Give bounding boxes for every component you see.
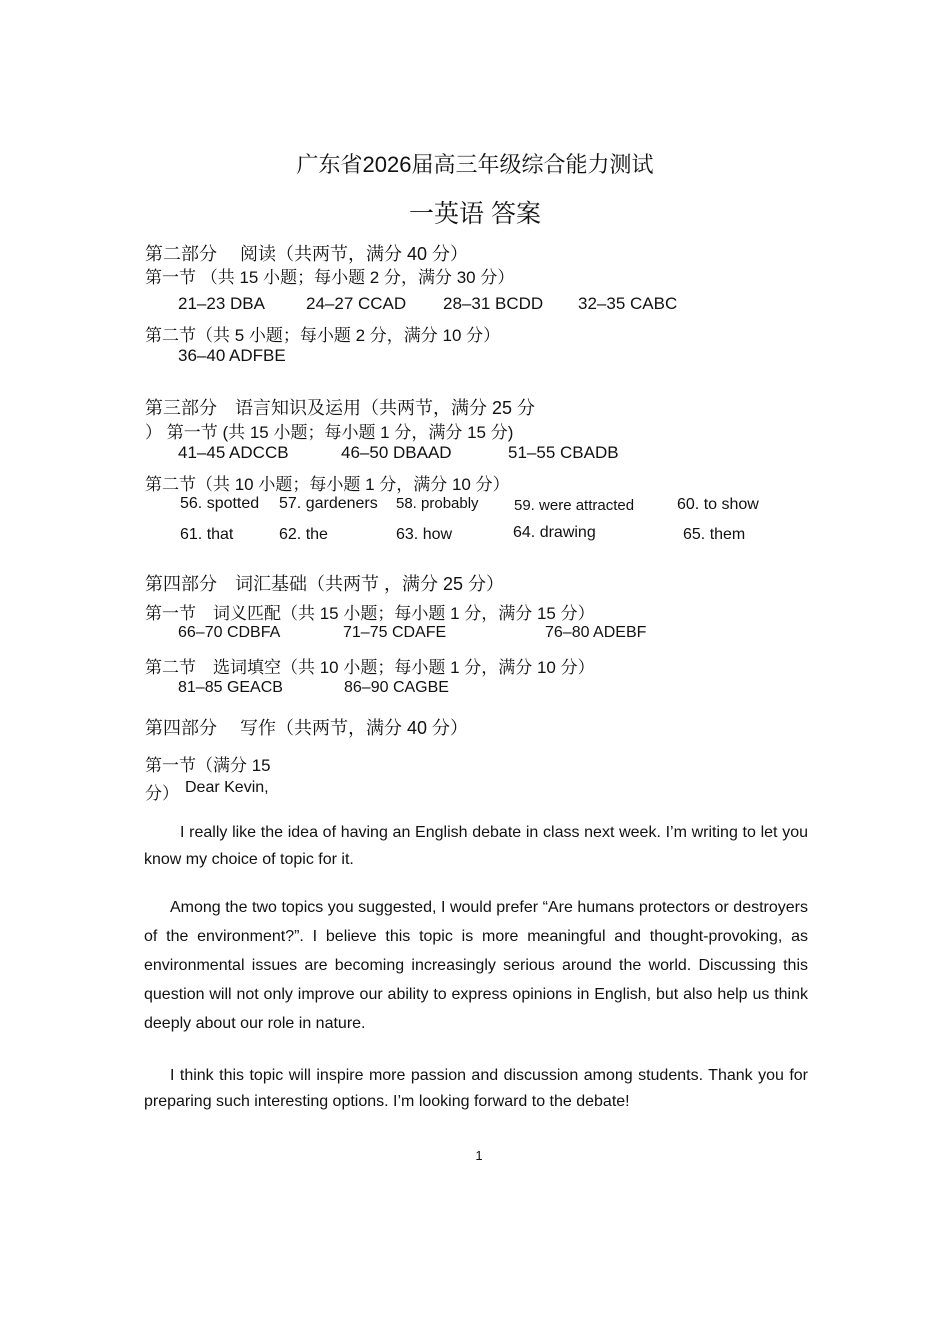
fill-answer: 63. how — [396, 526, 453, 543]
answer-group: 66–70 CDBFA — [178, 624, 281, 641]
answer-group: 71–75 CDAFE — [343, 624, 447, 641]
part5-section1-heading-cont: 分） — [145, 784, 179, 803]
part3-section2-heading: 第二节（共 10 小题；每小题 1 分，满分 10 分） — [145, 475, 510, 494]
letter-paragraph — [144, 893, 808, 1038]
part5-heading: 第四部分 写作（共两节，满分 40 分） — [145, 718, 469, 738]
paragraph-text: Among the two topics you suggested, I would prefer “Are humans protectors or destroyers of the environment?”. I believe this topic is more meaningful and thought-provoking, as environmental issues are becoming increasingly serious around the world. Discussing this question will not only improve our ability to express opinions in English, but also help us think deeply about our role in nature. — [144, 899, 808, 1032]
page-number: 1 — [475, 1148, 483, 1163]
fill-answer: 61. that — [180, 526, 234, 543]
part5-section1-heading: 第一节（满分 15 — [145, 756, 271, 775]
part3-heading: 第三部分 语言知识及运用（共两节，满分 25 分 — [145, 398, 536, 418]
fill-answer: 60. to show — [677, 496, 759, 513]
part4-heading: 第四部分 词汇基础（共两节 ，满分 25 分） — [145, 574, 505, 594]
answer-group: 32–35 CABC — [578, 294, 678, 313]
answer-group: 41–45 ADCCB — [178, 443, 289, 462]
fill-answer: 64. drawing — [513, 524, 596, 541]
part2-section1-heading: 第一节 （共 15 小题；每小题 2 分，满分 30 分） — [145, 268, 515, 287]
part2-section2-heading: 第二节（共 5 小题；每小题 2 分，满分 10 分） — [145, 326, 501, 345]
answer-group: 81–85 GEACB — [178, 679, 283, 696]
part3-section1-heading: ） 第一节 (共 15 小题；每小题 1 分，满分 15 分) — [145, 423, 514, 442]
fill-answer: 56. spotted — [180, 495, 260, 512]
paragraph-text: I think this topic will inspire more passion and discussion among students. Thank you for preparing such interesting options. I’m looking forward to the debate! — [144, 1067, 808, 1110]
fill-answer: 65. them — [683, 526, 746, 543]
fill-answer: 59. were attracted — [514, 497, 635, 514]
answer-group: 76–80 ADEBF — [545, 624, 647, 641]
letter-paragraph — [144, 1063, 808, 1115]
part4-section2-heading: 第二节 选词填空（共 10 小题；每小题 1 分，满分 10 分） — [145, 658, 595, 677]
paragraph-text: I really like the idea of having an English debate in class next week. I’m writing to let you know my choice of topic for it. — [144, 824, 808, 868]
answer-group: 86–90 CAGBE — [344, 679, 449, 696]
answer-group: 21–23 DBA — [178, 294, 265, 313]
letter-salutation: Dear Kevin, — [185, 779, 269, 796]
document-title: 广东省2026届高三年级综合能力测试 — [296, 152, 654, 177]
fill-answer: 62. the — [279, 526, 328, 543]
document-subtitle: 一英语 答案 — [409, 200, 541, 228]
answer-group: 24–27 CCAD — [306, 294, 407, 313]
answer-group: 28–31 BCDD — [443, 294, 544, 313]
letter-paragraph — [144, 819, 808, 873]
fill-answer: 57. gardeners — [279, 495, 378, 512]
answer-group: 36–40 ADFBE — [178, 346, 286, 365]
answer-group: 46–50 DBAAD — [341, 443, 452, 462]
fill-answer: 58. probably — [396, 495, 479, 512]
part4-section1-heading: 第一节 词义匹配（共 15 小题；每小题 1 分，满分 15 分） — [145, 604, 595, 623]
part2-heading: 第二部分 阅读（共两节，满分 40 分） — [145, 244, 469, 264]
answer-group: 51–55 CBADB — [508, 443, 619, 462]
